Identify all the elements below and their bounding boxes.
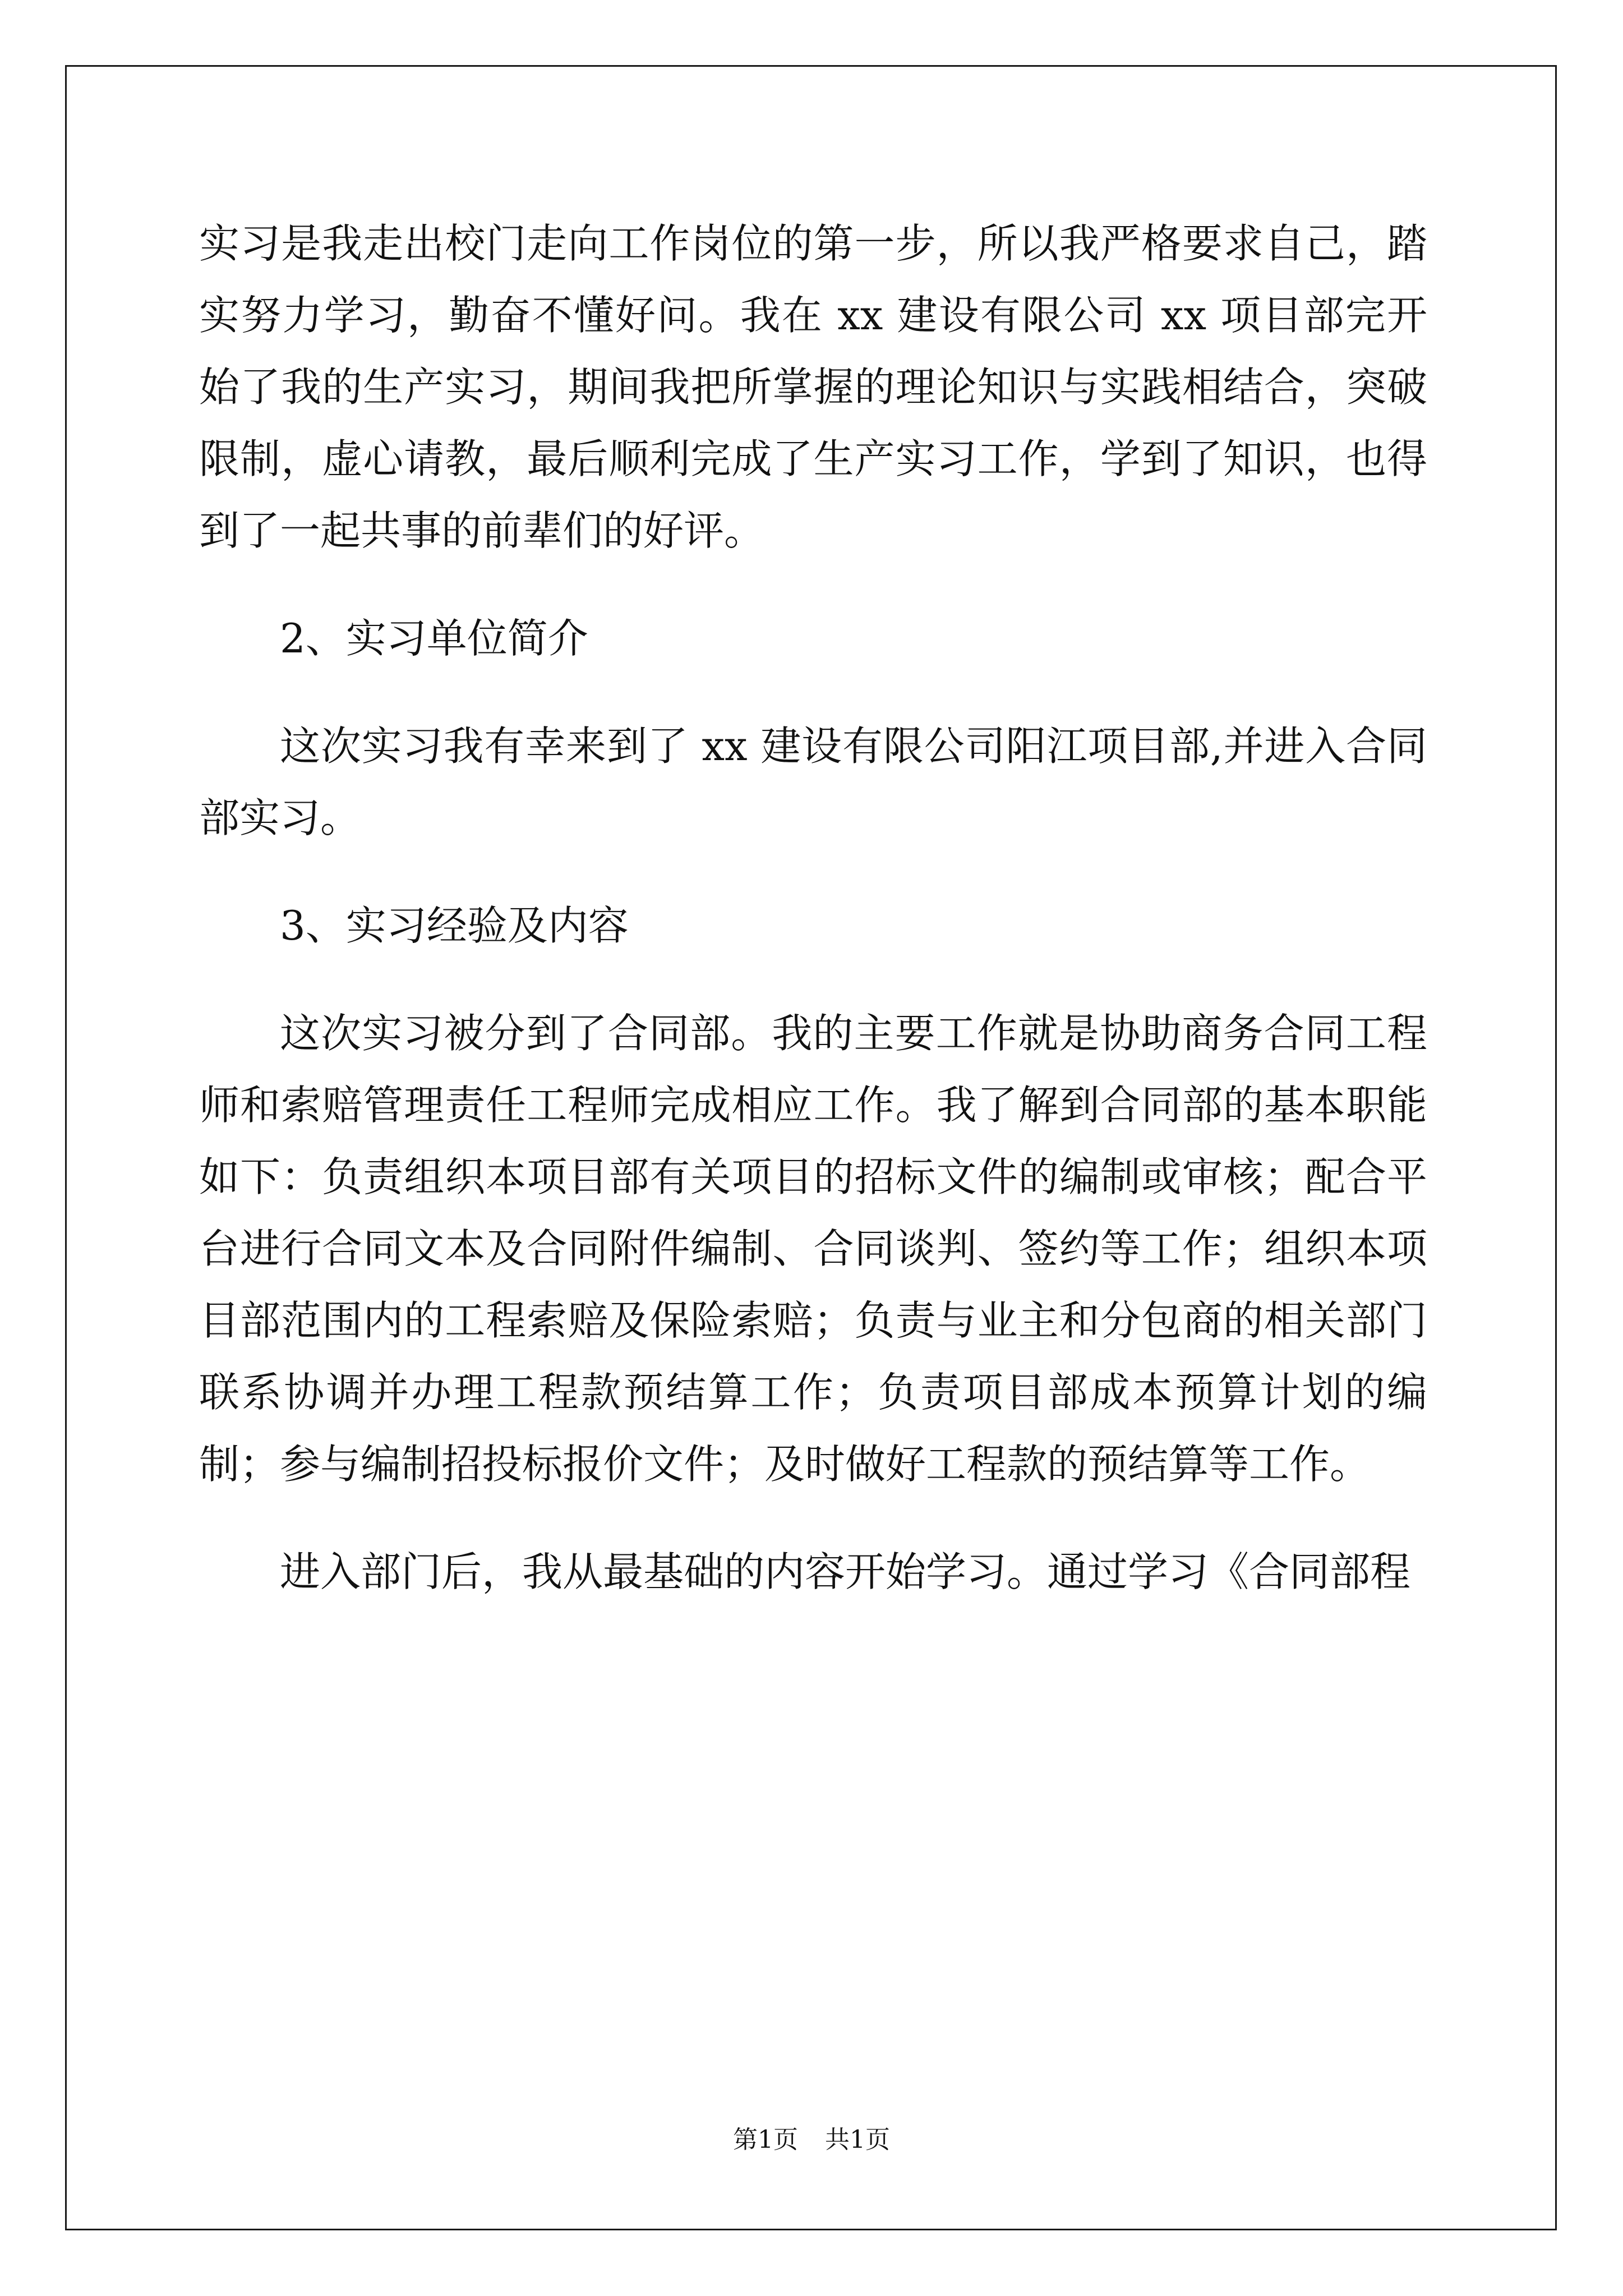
page-number: 第1页 bbox=[733, 2125, 798, 2154]
paragraph-learning-start: 进入部门后，我从最基础的内容开始学习。通过学习《合同部程 bbox=[280, 1548, 1411, 1595]
section-heading-2: 2、实习单位简介 bbox=[280, 615, 588, 662]
paragraph-intro: 实习是我走出校门走向工作岗位的第一步，所以我严格要求自己，踏实努力学习，勤奋不懂好问。我在 xx 建设有限公司 xx 项目部完开始了我的生产实习，期间我把所掌握的理论知识与实践相结合，突破限制，虚心请教，最后顺利完成了生产实习工作，学到了知识，也得到了一起共事的前辈们的好评。 bbox=[199, 220, 1427, 554]
paragraph-work-content: 这次实习被分到了合同部。我的主要工作就是协助商务合同工程师和索赔管理责任工程师完成相应工作。我了解到合同部的基本职能如下：负责组织本项目部有关项目的招标文件的编制或审核；配合平台进行合同文本及合同附件编制、合同谈判、签约等工作；组织本项目部范围内的工程索赔及保险索赔；负责与业主和分包商的相关部门联系协调并办理工程款预结算工作；负责项目部成本预算计划的编制；参与编制招投标报价文件；及时做好工程款的预结算等工作。 bbox=[199, 1010, 1427, 1488]
page-total: 共1页 bbox=[825, 2125, 890, 2154]
section-heading-3: 3、实习经验及内容 bbox=[280, 902, 629, 949]
document-body bbox=[199, 208, 1427, 1644]
paragraph-unit-intro: 这次实习我有幸来到了 xx 建设有限公司阳江项目部,并进入合同部实习。 bbox=[199, 723, 1427, 841]
page-footer bbox=[0, 2119, 1623, 2155]
